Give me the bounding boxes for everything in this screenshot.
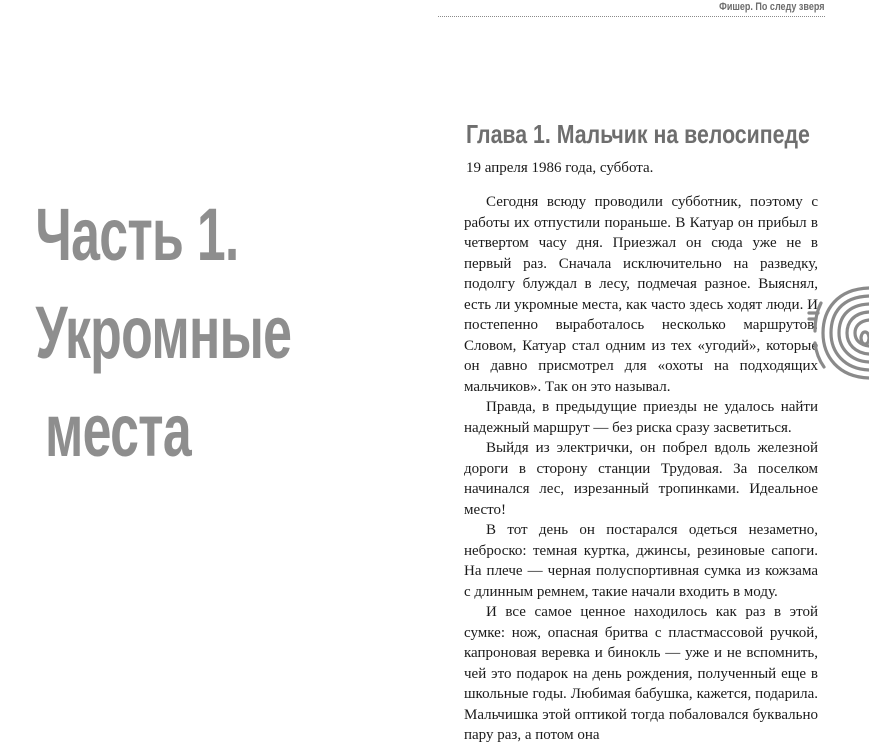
paragraph: И все самое ценное находилось как раз в этой сумке: нож, опасная бритва с пластмассовой ручкой, капроновая веревка и бинокль — уже и не вспомнить, чей это подарок на день рождения, полученный еще в школьные годы. Любимая бабушка, кажется, подарила. Мальчишка этой оптикой тогда побаловался буквально пару раз, а потом она xyxy=(464,604,818,743)
part-title xyxy=(35,186,292,480)
part-title-line-1: Часть 1. xyxy=(35,193,239,276)
paragraph: Выйдя из электрички, он побрел вдоль железной дороги в сторону станции Трудовая. За поселком начинался лес, изрезанный тропинками. Идеальное место! xyxy=(464,440,818,518)
chapter-title: Глава 1. Мальчик на велосипеде xyxy=(466,119,810,149)
left-page xyxy=(0,0,420,609)
paragraph: Сегодня всюду проводили субботник, поэтому с работы их отпустили пораньше. В Катуар он прибыл в четвертом часу дня. Приезжал он сюда уже не в первый раз. Сначала исключительно на разведку, подолгу блуждал в лесу, подмечая разное. Выяснял, есть ли укромные места, как часто здесь ходят люди. И постепенно выработалось несколько маршрутов. Словом, Катуар стал одним из тех «угодий», которые он давно присмотрел для «охоты на подходящих мальчиков». Так он это называл. xyxy=(464,194,818,395)
fingerprint-icon xyxy=(809,285,869,380)
paragraph: Правда, в предыдущие приезды не удалось найти надежный маршрут — без риска сразу засветиться. xyxy=(464,399,818,436)
running-head-text: Фишер. По следу зверя xyxy=(719,1,825,13)
running-head xyxy=(438,0,825,17)
chapter-date: 19 апреля 1986 года, суббота. xyxy=(466,160,654,176)
part-title-line-2: Укромные xyxy=(35,291,292,374)
right-page xyxy=(420,0,868,743)
body-text xyxy=(464,192,818,746)
paragraph: В тот день он постарался одеться незаметно, неброско: темная куртка, джинсы, резиновые сапоги. На плече — черная полуспортивная сумка из кожзама с длинным ремнем, такие начали входить в моду. xyxy=(464,522,818,600)
part-title-line-3: места xyxy=(45,389,191,472)
